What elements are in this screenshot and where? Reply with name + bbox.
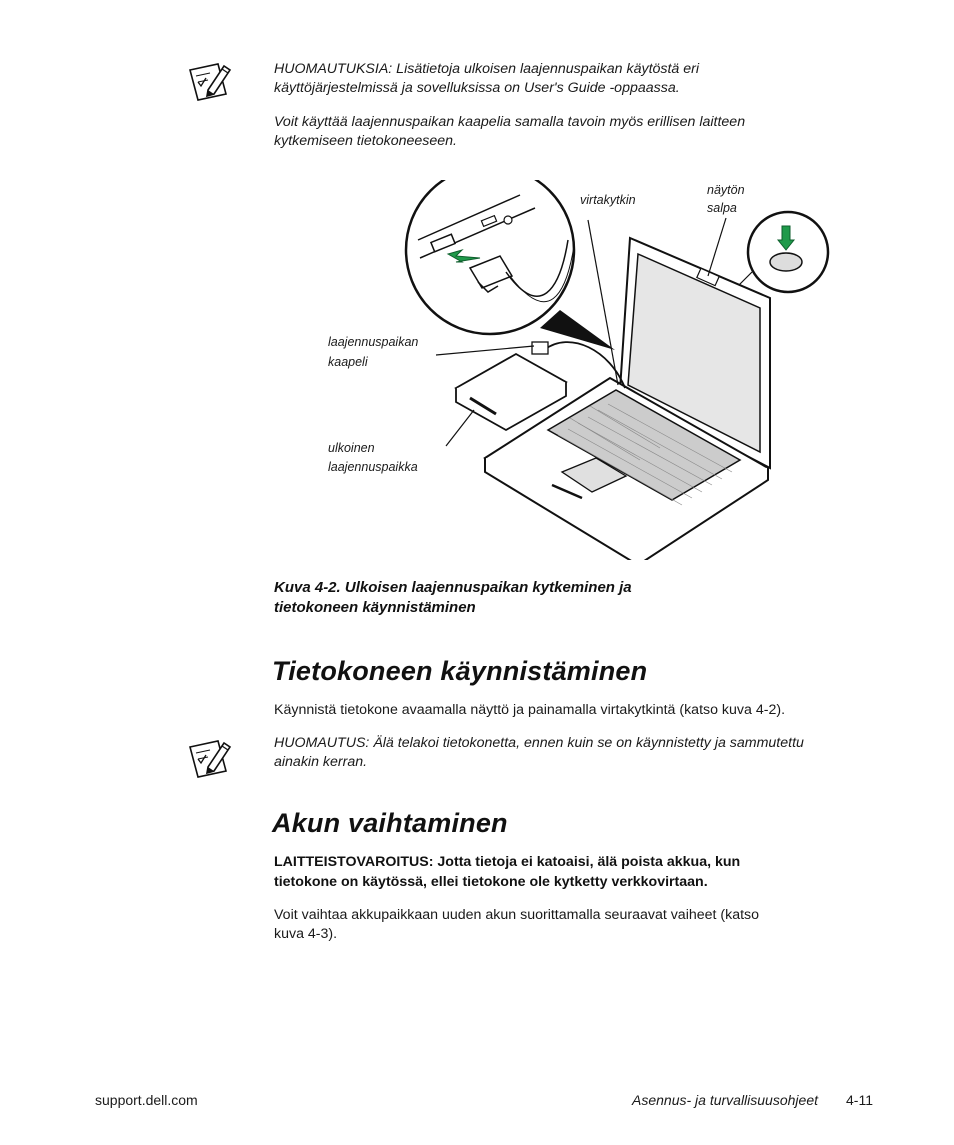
- label-power-switch: virtakytkin: [580, 193, 636, 207]
- power-leader-line: [588, 220, 618, 385]
- label-external-bay: [328, 439, 418, 477]
- note-pencil-icon: [188, 60, 234, 102]
- note-pencil-icon: [188, 737, 234, 779]
- label-line: kaapeli: [328, 355, 368, 369]
- label-line: laajennuspaikka: [328, 460, 418, 474]
- section-heading-battery: Akun vaihtaminen: [272, 808, 508, 838]
- footer-title: Asennus- ja turvallisuusohjeet: [632, 1092, 818, 1108]
- label-display-latch: [707, 181, 745, 217]
- body-line: kuva 4-3).: [274, 926, 338, 942]
- label-line: salpa: [707, 201, 737, 215]
- footer-website: support.dell.com: [95, 1092, 198, 1108]
- note-line: HUOMAUTUS: Älä telakoi tietokonetta, ennen kuin se on käynnistetty ja sammutettu: [274, 735, 804, 751]
- figure-caption: [274, 578, 874, 618]
- label-line: ulkoinen: [328, 441, 375, 455]
- caption-line: tietokoneen käynnistäminen: [274, 599, 476, 616]
- note-line: HUOMAUTUKSIA: Lisätietoja ulkoisen laajennuspaikan käytöstä eri: [274, 61, 700, 77]
- warning-line: tietokone on käytössä, ellei tietokone ole kytketty verkkovirtaan.: [274, 874, 708, 890]
- body-line: Voit vaihtaa akkupaikkaan uuden akun suorittamalla seuraavat vaiheet (katso: [274, 907, 760, 923]
- hardware-warning: [274, 852, 854, 892]
- cable-leader-line: [436, 346, 534, 355]
- note-text: [274, 734, 874, 772]
- warning-line: LAITTEISTOVAROITUS: Jotta tietoja ei katoaisi, älä poista akkua, kun: [274, 854, 741, 870]
- note-line: käyttöjärjestelmissä ja sovelluksissa on User's Guide -oppaassa.: [274, 80, 680, 96]
- caption-line: Kuva 4-2. Ulkoisen laajennuspaikan kytkeminen ja: [274, 579, 632, 596]
- label-line: näytön: [707, 183, 745, 197]
- label-expansion-cable: [328, 332, 418, 372]
- startup-body: Käynnistä tietokone avaamalla näyttö ja painamalla virtakytkintä (katso kuva 4-2).: [274, 702, 786, 718]
- footer-page-number: 4-11: [846, 1092, 873, 1108]
- bay-leader-line: [446, 410, 474, 446]
- note-line: ainakin kerran.: [274, 754, 368, 770]
- section-heading-startup: Tietokoneen käynnistäminen: [272, 656, 648, 686]
- note-paragraph: [274, 113, 874, 151]
- battery-body: [274, 906, 874, 944]
- label-line: laajennuspaikan: [328, 335, 419, 349]
- cable-connector: [532, 342, 548, 354]
- note-line: Voit käyttää laajennuspaikan kaapelia samalla tavoin myös erillisen laitteen: [274, 114, 746, 130]
- note-text: [274, 60, 874, 98]
- note-line: kytkemiseen tietokoneeseen.: [274, 133, 457, 149]
- latch-leader-line: [708, 218, 726, 276]
